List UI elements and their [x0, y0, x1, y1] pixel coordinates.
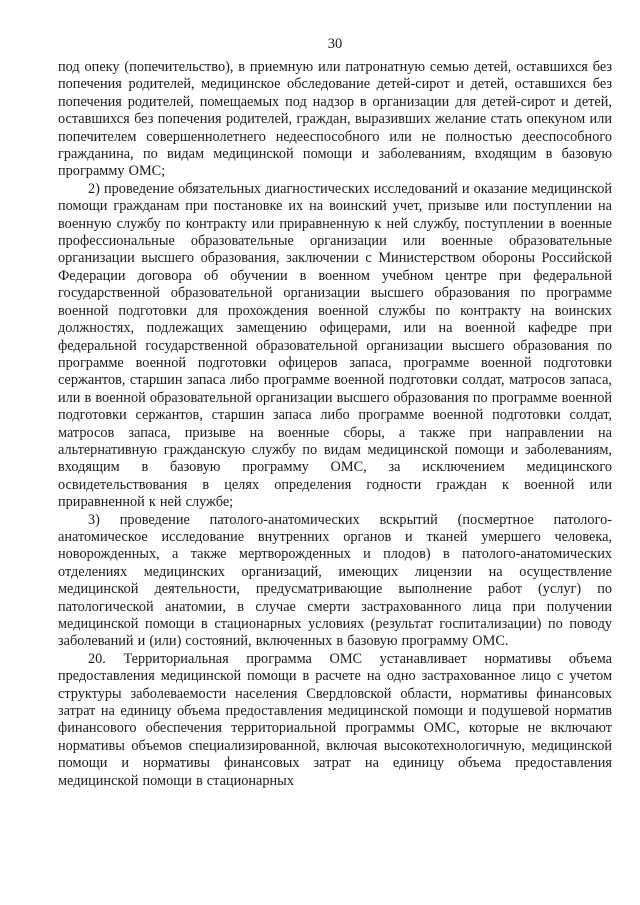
paragraph-continuation: под опеку (попечительство), в приемную или патронатную семью детей, оставшихся без попечения родителей, медицинское обследование детей-сирот и детей, оставшихся без попечения родителей, помещаемых под надзор в организации для детей-сирот и детей, оставшихся без попечения родителей, граждан, выразивших желание стать опекуном или попечителем совершеннолетнего недееспособного или не полностью дееспособного гражданина, по видам медицинской помощи и заболеваниям, входящим в базовую программу ОМС;	[58, 59, 612, 180]
paragraph-item-3: 3) проведение патолого-анатомических вскрытий (посмертное патолого-анатомическое исследование внутренних органов и тканей умершего человека, новорожденных, а также мертворожденных и плодов) в патолого-анатомических отделениях медицинских организаций, имеющих лицензии на осуществление медицинской деятельности, предусматривающие выполнение работ (услуг) по патологической анатомии, в случае смерти застрахованного лица при получении медицинской помощи в стационарных условиях (результат госпитализации) по поводу заболеваний и (или) состояний, включенных в базовую программу ОМС.	[58, 511, 612, 650]
page-number: 30	[327, 36, 343, 52]
paragraph-item-2: 2) проведение обязательных диагностических исследований и оказание медицинской помощи гражданам при постановке их на воинский учет, призыве или поступлении на военную службу по контракту или приравненную к ней службу, поступлении в военные профессиональные образовательные организации или военные образовательные организации высшего образования, заключении с Министерством обороны Российской Федерации договора об обучении в военном учебном центре при федеральной государственной образовательной организации высшего образования по программе военной подготовки для прохождения военной службы по контракту на воинских должностях, подлежащих замещению офицерами, или на военной кафедре при федеральной государственной образовательной организации высшего образования по программе военной подготовки офицеров запаса, программе военной подготовки сержантов, старшин запаса либо программе военной подготовки солдат, матросов запаса, или в военной образовательной организации высшего образования по программе военной подготовки сержантов, старшин запаса либо программе военной подготовки солдат, матросов запаса, призыве на военные сборы, а также при направлении на альтернативную гражданскую службу по видам медицинской помощи и заболеваниям, входящим в базовую программу ОМС, за исключением медицинского освидетельствования в целях определения годности граждан к военной или приравненной к ней службе;	[58, 180, 612, 511]
document-body	[58, 59, 612, 790]
paragraph-item-20: 20. Территориальная программа ОМС устанавливает нормативы объема предоставления медицинской помощи в расчете на одно застрахованное лицо с учетом структуры заболеваемости населения Свердловской области, нормативы финансовых затрат на единицу объема предоставления медицинской помощи и подушевой норматив финансового обеспечения территориальной программы ОМС, которые не включают нормативы объемов специализированной, включая высокотехнологичную, медицинской помощи и нормативы финансовых затрат на единицу объема предоставления медицинской помощи в стационарных	[58, 650, 612, 789]
